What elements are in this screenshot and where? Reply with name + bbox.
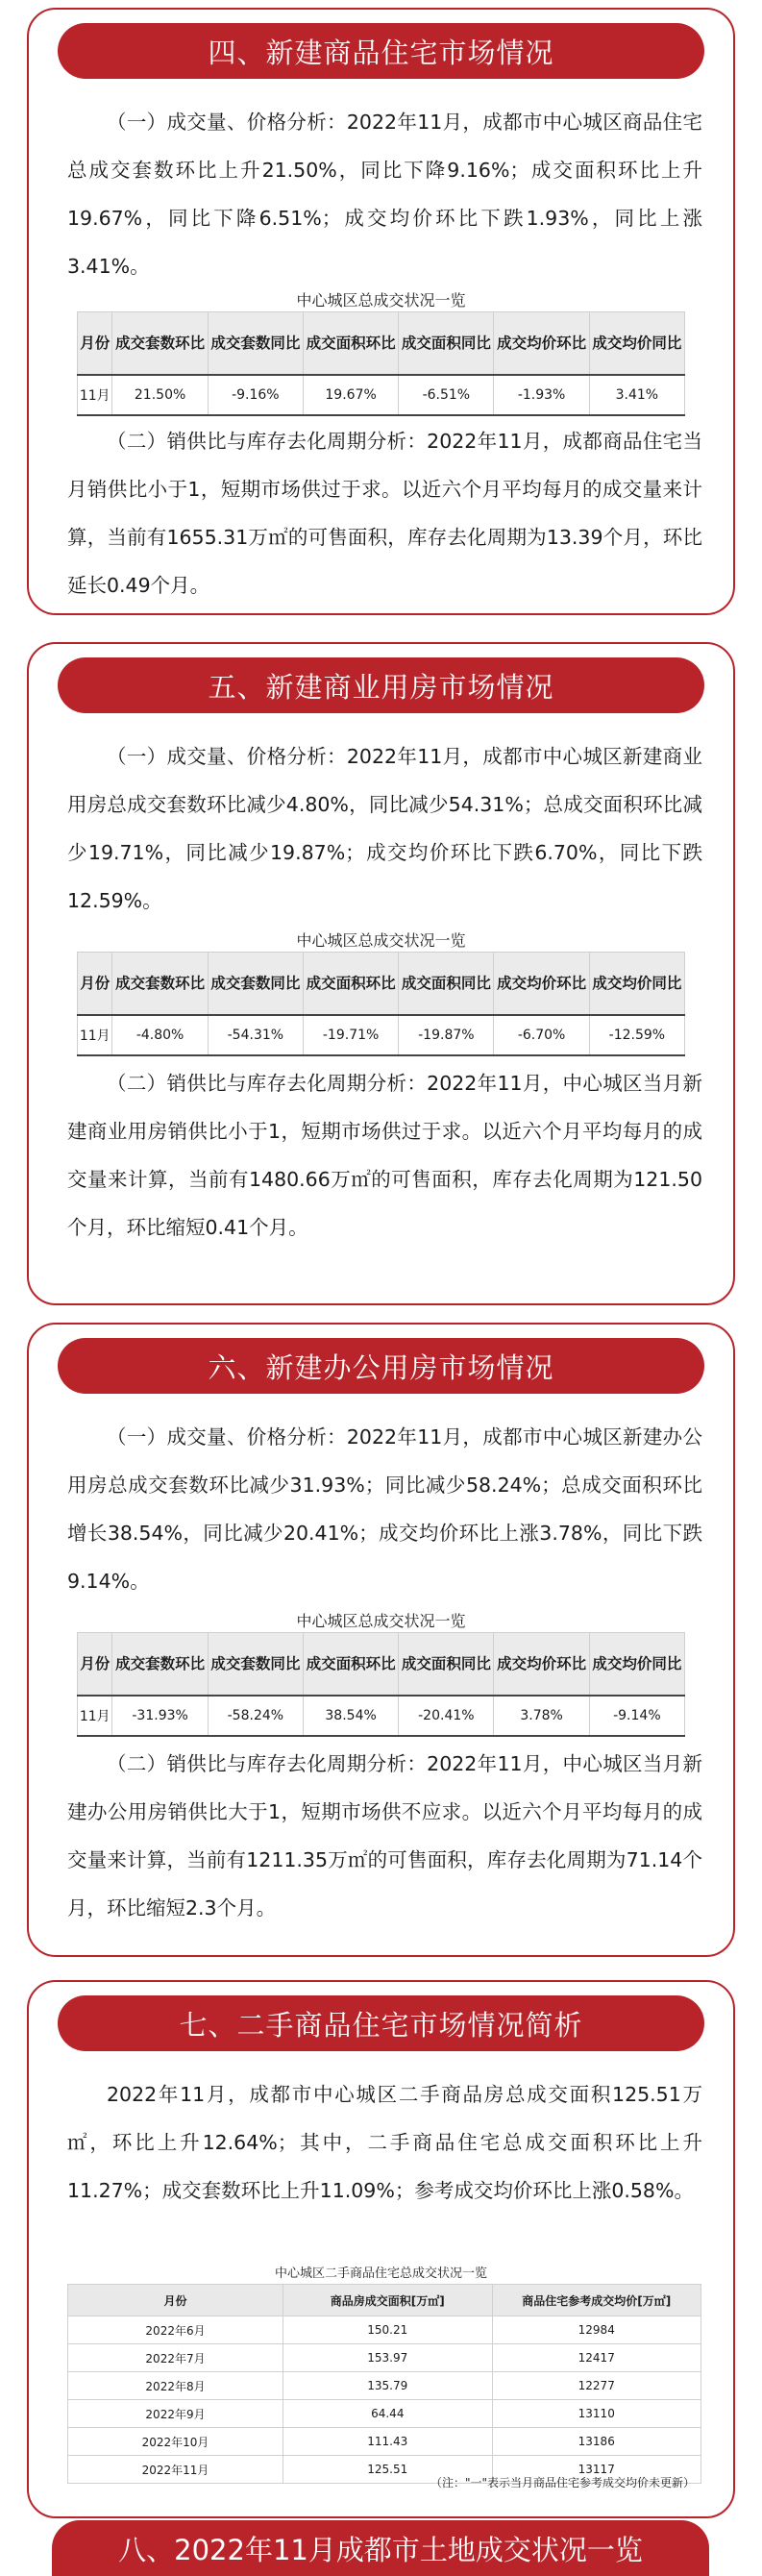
table-row <box>68 2372 701 2400</box>
table-cell: 2022年8月 <box>68 2372 283 2400</box>
header-cell: 成交均价同比 <box>589 312 684 376</box>
table-cell: -58.24% <box>208 1696 303 1736</box>
table-cell: 64.44 <box>283 2400 492 2428</box>
volume-price-paragraph: （一）成交量、价格分析：2022年11月，成都市中心城区新建办公用房总成交套数环比减少31.93%；同比减少58.24%；总成交面积环比增长38.54%，同比减少20.41%；成交均价环比上涨3.78%，同比下跌9.14%。 <box>67 1425 702 1593</box>
header-cell: 月份 <box>78 312 112 376</box>
summary-table <box>77 952 685 1056</box>
header-cell: 成交套数同比 <box>208 953 303 1016</box>
table-cell: -9.16% <box>208 375 303 415</box>
section-card-7 <box>27 1980 735 2518</box>
table-cell: 2022年6月 <box>68 2316 283 2344</box>
header-cell: 成交均价环比 <box>494 312 589 376</box>
table-cell: 3.78% <box>494 1696 589 1736</box>
section-card-4 <box>27 8 735 615</box>
header-cell: 成交面积同比 <box>399 312 494 376</box>
table-cell: 13186 <box>492 2428 701 2456</box>
table-cell: 2022年10月 <box>68 2428 283 2456</box>
header-cell: 成交套数环比 <box>112 953 208 1016</box>
table-cell: 11月 <box>78 375 112 415</box>
table-cell: 12984 <box>492 2316 701 2344</box>
table-header-row <box>78 953 685 1016</box>
table-row <box>78 1015 685 1055</box>
resale-table <box>67 2284 701 2484</box>
table-cell: 135.79 <box>283 2372 492 2400</box>
summary-table <box>77 311 685 416</box>
table-cell: 153.97 <box>283 2344 492 2372</box>
table-caption: 中心城区总成交状况一览 <box>296 291 466 310</box>
table-cell: -4.80% <box>112 1015 208 1055</box>
header-cell: 成交面积同比 <box>399 953 494 1016</box>
table-row <box>78 1696 685 1736</box>
section-title-banner: 四、新建商品住宅市场情况 <box>58 23 704 79</box>
table-cell: 12277 <box>492 2372 701 2400</box>
table-cell: -31.93% <box>112 1696 208 1736</box>
resale-paragraph: 2022年11月，成都市中心城区二手商品房总成交面积125.51万㎡，环比上升12.64%；其中，二手商品住宅总成交面积环比上升11.27%；成交套数环比上升11.09%；参考成交均价环比上涨0.58%。 <box>67 2083 702 2202</box>
section-card-5 <box>27 642 735 1305</box>
header-cell: 成交均价同比 <box>589 953 684 1016</box>
section-title-banner: 六、新建办公用房市场情况 <box>58 1338 704 1394</box>
table-cell: -19.71% <box>303 1015 398 1055</box>
table-cell: 19.67% <box>303 375 398 415</box>
table-cell: 3.41% <box>589 375 684 415</box>
header-cell: 成交面积同比 <box>399 1633 494 1697</box>
table-cell: -20.41% <box>399 1696 494 1736</box>
table-row <box>68 2428 701 2456</box>
table-cell: 13110 <box>492 2400 701 2428</box>
header-cell: 成交套数同比 <box>208 312 303 376</box>
header-cell: 商品房成交面积[万㎡] <box>283 2285 492 2316</box>
header-cell: 成交均价环比 <box>494 1633 589 1697</box>
header-cell: 月份 <box>78 1633 112 1697</box>
inventory-paragraph: （二）销供比与库存去化周期分析：2022年11月，中心城区当月新建办公用房销供比大于1，短期市场供不应求。以近六个月平均每月的成交量来计算，当前有1211.35万㎡的可售面积，库存去化周期为71.14个月，环比缩短2.3个月。 <box>67 1752 702 1920</box>
table-caption: 中心城区二手商品住宅总成交状况一览 <box>274 2266 487 2281</box>
header-cell: 成交套数环比 <box>112 312 208 376</box>
table-cell: -12.59% <box>589 1015 684 1055</box>
table-cell: -9.14% <box>589 1696 684 1736</box>
header-cell: 成交套数环比 <box>112 1633 208 1697</box>
section-card-6 <box>27 1323 735 1957</box>
header-cell: 月份 <box>78 953 112 1016</box>
table-cell: 21.50% <box>112 375 208 415</box>
table-cell: 2022年9月 <box>68 2400 283 2428</box>
inventory-paragraph: （二）销供比与库存去化周期分析：2022年11月，成都商品住宅当月销供比小于1，短期市场供过于求。以近六个月平均每月的成交量来计算，当前有1655.31万㎡的可售面积，库存去化周期为13.39个月，环比延长0.49个月。 <box>67 430 702 597</box>
header-cell: 成交面积环比 <box>303 312 398 376</box>
section-title-banner-8: 八、2022年11月成都市土地成交状况一览 <box>52 2520 709 2576</box>
table-note: （注："一"表示当月商品住宅参考成交均价未更新） <box>430 2476 695 2489</box>
volume-price-paragraph: （一）成交量、价格分析：2022年11月，成都市中心城区商品住宅总成交套数环比上升21.50%，同比下降9.16%；成交面积环比上升19.67%，同比下降6.51%；成交均价环比下跌1.93%，同比上涨3.41%。 <box>67 111 702 278</box>
table-caption: 中心城区总成交状况一览 <box>296 1612 466 1630</box>
table-cell: -6.70% <box>494 1015 589 1055</box>
table-row <box>68 2344 701 2372</box>
table-header-row <box>68 2285 701 2316</box>
table-cell: 150.21 <box>283 2316 492 2344</box>
table-row <box>68 2316 701 2344</box>
table-cell: 38.54% <box>303 1696 398 1736</box>
header-cell: 商品住宅参考成交均价[万㎡] <box>492 2285 701 2316</box>
table-row <box>68 2400 701 2428</box>
table-cell: 11月 <box>78 1015 112 1055</box>
table-header-row <box>78 312 685 376</box>
table-cell: 11月 <box>78 1696 112 1736</box>
table-header-row <box>78 1633 685 1697</box>
table-cell: -54.31% <box>208 1015 303 1055</box>
header-cell: 成交面积环比 <box>303 953 398 1016</box>
header-cell: 成交均价环比 <box>494 953 589 1016</box>
inventory-paragraph: （二）销供比与库存去化周期分析：2022年11月，中心城区当月新建商业用房销供比小于1，短期市场供过于求。以近六个月平均每月的成交量来计算，当前有1480.66万㎡的可售面积，库存去化周期为121.50个月，环比缩短0.41个月。 <box>67 1072 702 1239</box>
volume-price-paragraph: （一）成交量、价格分析：2022年11月，成都市中心城区新建商业用房总成交套数环比减少4.80%，同比减少54.31%；总成交面积环比减少19.71%，同比减少19.87%；成交均价环比下跌6.70%，同比下跌12.59%。 <box>67 745 702 912</box>
table-cell: -1.93% <box>494 375 589 415</box>
table-cell: -6.51% <box>399 375 494 415</box>
table-cell: 111.43 <box>283 2428 492 2456</box>
table-cell: 125.51 <box>283 2456 492 2484</box>
table-cell: 2022年7月 <box>68 2344 283 2372</box>
header-cell: 成交套数同比 <box>208 1633 303 1697</box>
table-cell: 12417 <box>492 2344 701 2372</box>
summary-table <box>77 1632 685 1737</box>
header-cell: 成交面积环比 <box>303 1633 398 1697</box>
section-title-banner: 五、新建商业用房市场情况 <box>58 657 704 713</box>
header-cell: 成交均价同比 <box>589 1633 684 1697</box>
table-caption: 中心城区总成交状况一览 <box>296 931 466 950</box>
table-row <box>78 375 685 415</box>
table-cell: 13117 <box>492 2456 701 2484</box>
table-cell: 2022年11月 <box>68 2456 283 2484</box>
table-cell: -19.87% <box>399 1015 494 1055</box>
header-cell: 月份 <box>68 2285 283 2316</box>
section-title-banner: 七、二手商品住宅市场情况简析 <box>58 1995 704 2051</box>
